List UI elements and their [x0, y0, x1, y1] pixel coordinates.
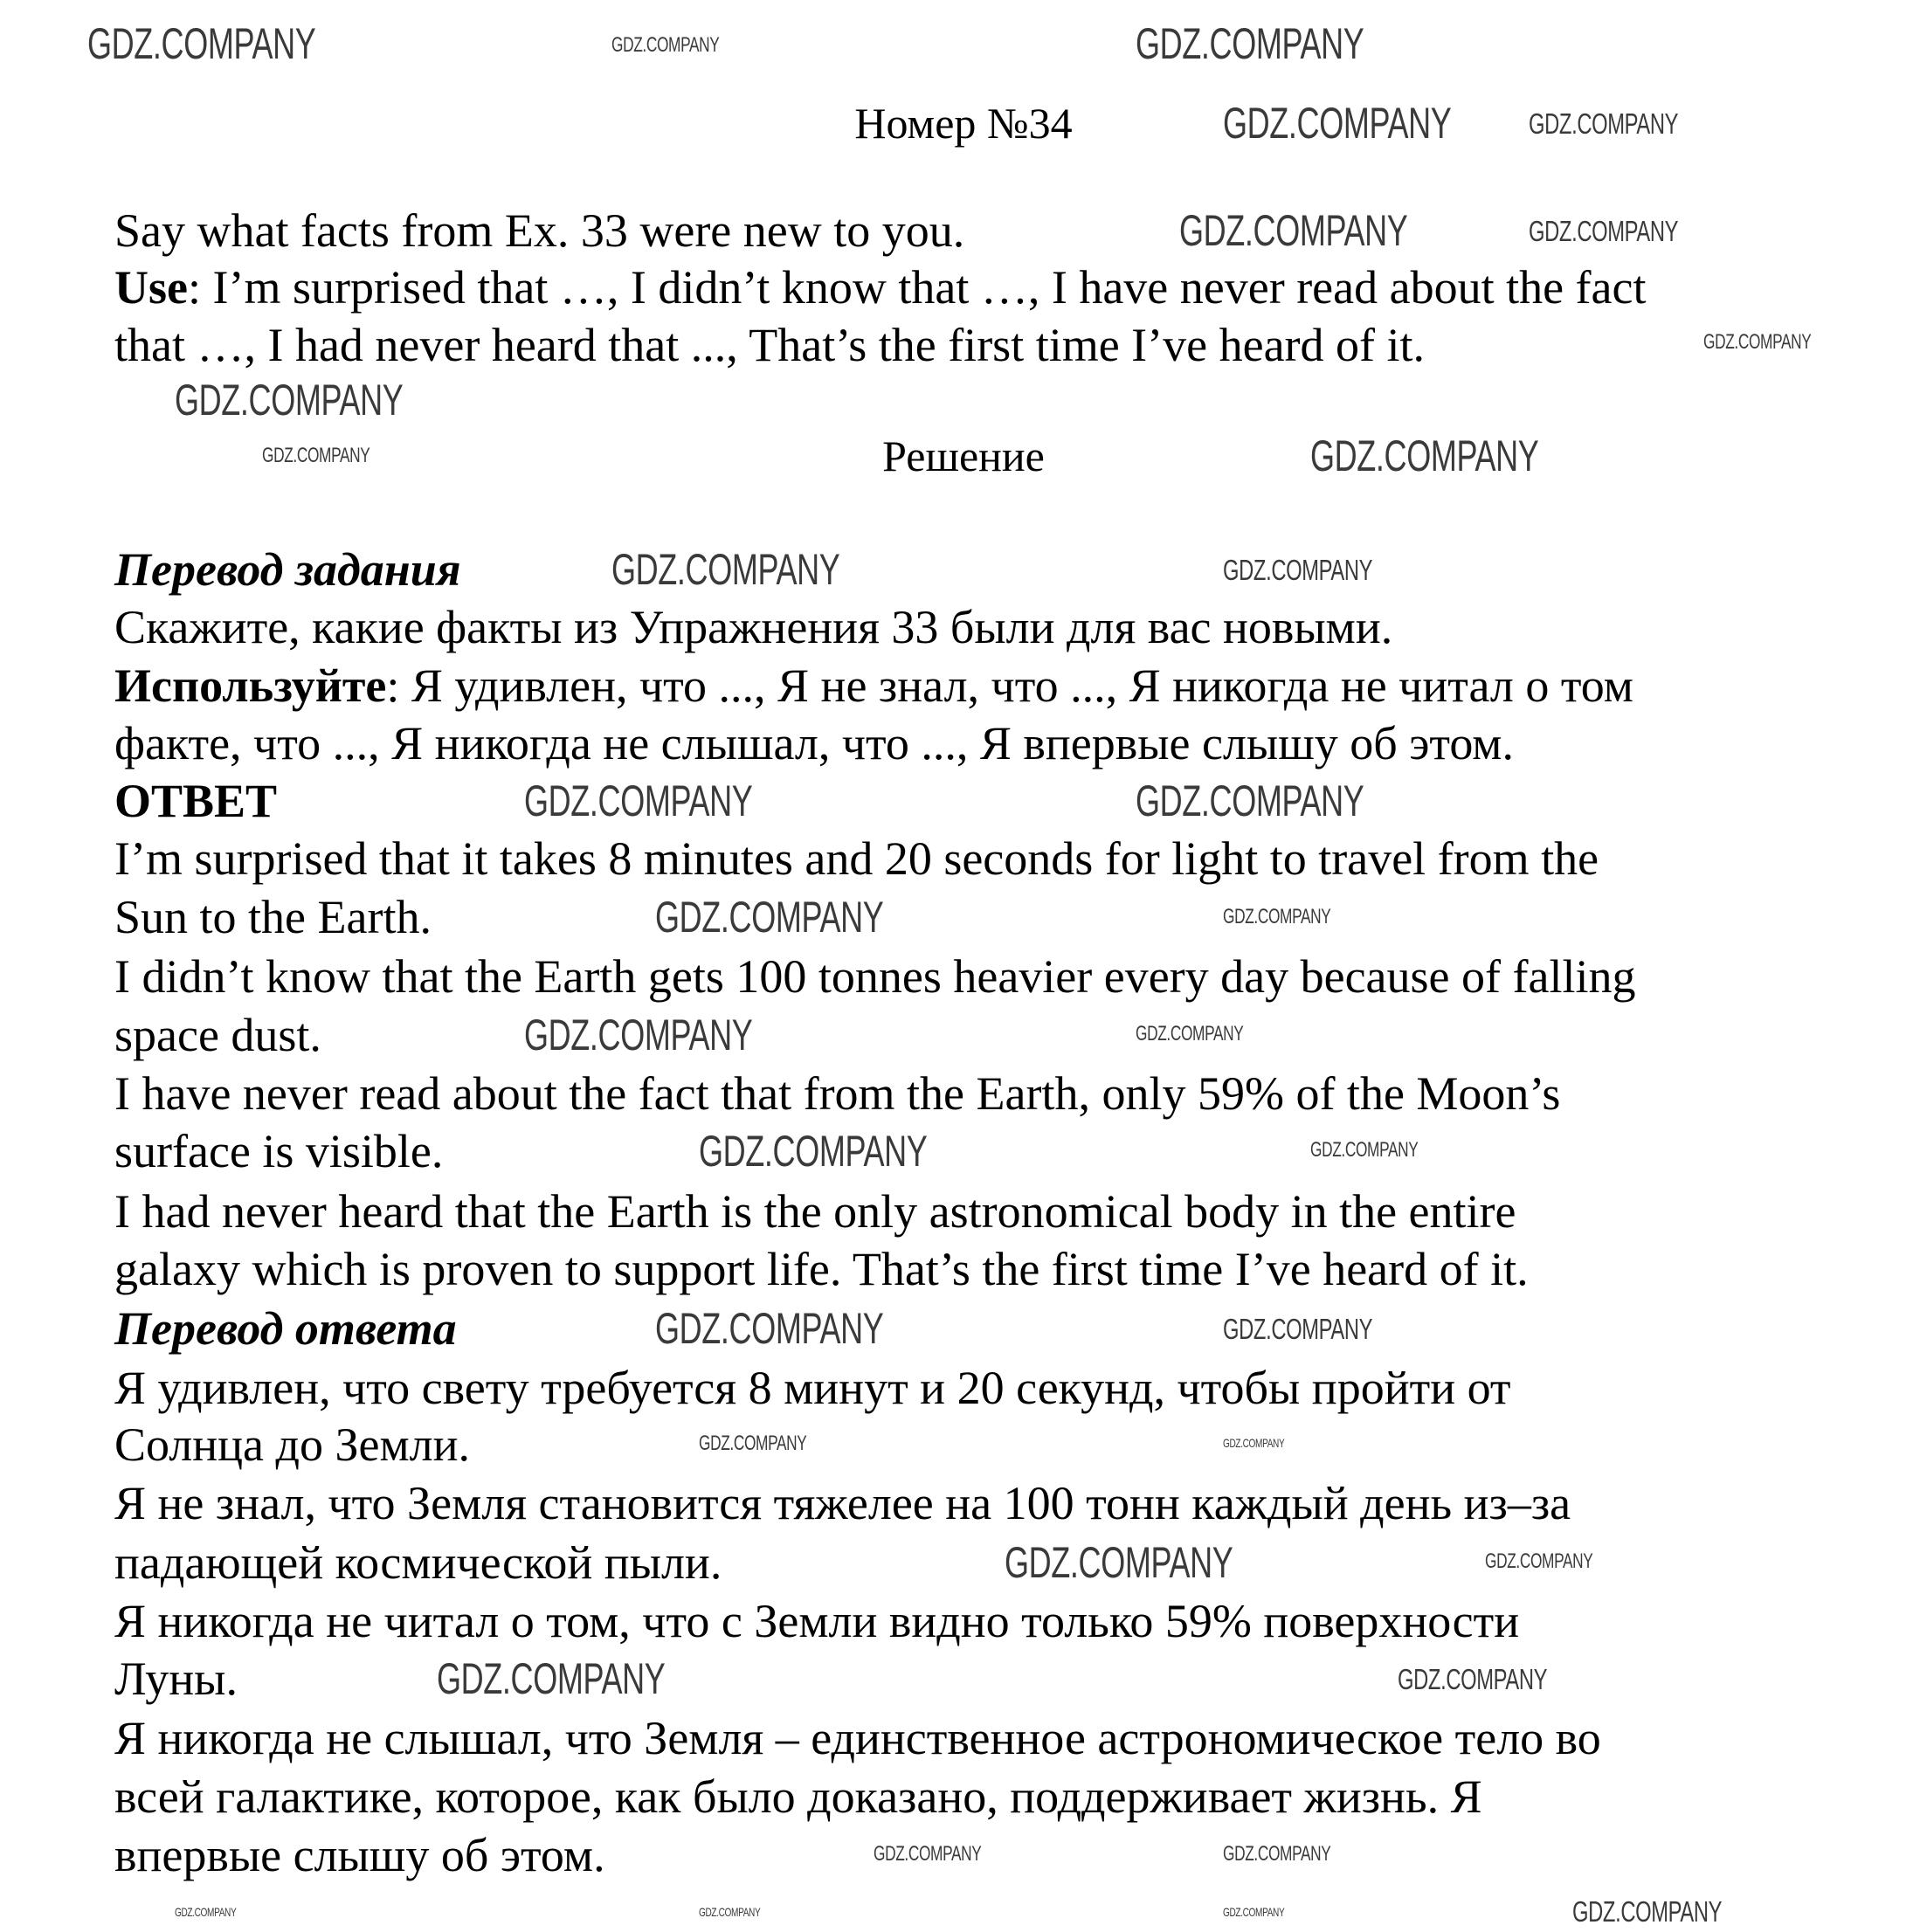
watermark: GDZ.COMPANY: [1223, 1436, 1285, 1450]
watermark: GDZ.COMPANY: [655, 893, 884, 942]
watermark: GDZ.COMPANY: [611, 545, 840, 594]
solution-heading: Решение: [882, 431, 1045, 480]
watermark: GDZ.COMPANY: [175, 376, 404, 424]
watermark: GDZ.COMPANY: [1529, 107, 1679, 140]
answer-translation-line: Я не знал, что Земля становится тяжелее на 100 тонн каждый день из–за: [114, 1477, 1571, 1529]
watermark: GDZ.COMPANY: [699, 1127, 928, 1176]
watermark: GDZ.COMPANY: [1703, 330, 1812, 354]
watermark: GDZ.COMPANY: [1529, 215, 1679, 247]
watermark: GDZ.COMPANY: [1136, 776, 1364, 825]
watermark: GDZ.COMPANY: [611, 33, 720, 57]
watermark: GDZ.COMPANY: [1223, 1313, 1373, 1345]
watermark: GDZ.COMPANY: [1223, 554, 1373, 586]
watermark: GDZ.COMPANY: [1223, 1842, 1331, 1866]
answer-line: space dust.: [114, 1009, 321, 1061]
answer-line: Sun to the Earth.: [114, 891, 432, 943]
use-label-ru: Используйте: [114, 659, 387, 712]
watermark: GDZ.COMPANY: [1223, 905, 1331, 928]
watermark: GDZ.COMPANY: [699, 1432, 807, 1455]
answer-translation-line: всей галактике, которое, как было доказано, поддерживает жизнь. Я: [114, 1770, 1482, 1823]
answer-translation-line: падающей космической пыли.: [114, 1536, 722, 1589]
watermark: GDZ.COMPANY: [524, 1011, 753, 1059]
answer-line: surface is visible.: [114, 1125, 444, 1177]
answer-translation-line: впервые слышу об этом.: [114, 1829, 605, 1881]
answer-translation-line: Луны.: [114, 1653, 238, 1705]
watermark: GDZ.COMPANY: [1179, 206, 1408, 255]
watermark: GDZ.COMPANY: [1398, 1663, 1548, 1695]
answer-translation-line: Солнца до Земли.: [114, 1418, 471, 1471]
answer-line: I didn’t know that the Earth gets 100 tonnes heavier every day because of falling: [114, 950, 1636, 1003]
watermark: GDZ.COMPANY: [1136, 1022, 1244, 1045]
answer-line: galaxy which is proven to support life. That’s the first time I’ve heard of it.: [114, 1243, 1529, 1295]
watermark: GDZ.COMPANY: [699, 1905, 761, 1919]
answer-line: I’m surprised that it takes 8 minutes and 20 seconds for light to travel from the: [114, 832, 1599, 885]
watermark: GDZ.COMPANY: [1485, 1549, 1593, 1573]
task-translation-line-2: [114, 657, 1633, 714]
task-line-3: that …, I had never heard that ..., That’s the first time I’ve heard of it.: [114, 319, 1426, 371]
answer-translation-line: Я никогда не читал о том, что с Земли видно только 59% поверхности: [114, 1595, 1520, 1647]
task-translation-line-1: Скажите, какие факты из Упражнения 33 были для вас новыми.: [114, 601, 1393, 653]
task-line-1: Say what facts from Ex. 33 were new to you.: [114, 204, 965, 257]
watermark: GDZ.COMPANY: [1223, 99, 1452, 148]
watermark: GDZ.COMPANY: [1223, 1905, 1285, 1919]
answer-translation-heading: Перевод ответа: [114, 1302, 457, 1355]
page-title: Номер №34: [854, 99, 1073, 148]
watermark: GDZ.COMPANY: [524, 776, 753, 825]
use-label: Use: [114, 261, 188, 314]
watermark: GDZ.COMPANY: [655, 1304, 884, 1353]
answer-line: I had never heard that the Earth is the only astronomical body in the entire: [114, 1185, 1516, 1238]
answer-heading: ОТВЕТ: [114, 775, 278, 827]
watermark: GDZ.COMPANY: [1310, 431, 1539, 480]
answer-translation-line: Я удивлен, что свету требуется 8 минут и 20 секунд, чтобы пройти от: [114, 1362, 1511, 1414]
answer-line: I have never read about the fact that from the Earth, only 59% of the Moon’s: [114, 1067, 1561, 1120]
answer-translation-line: Я никогда не слышал, что Земля – единственное астрономическое тело во: [114, 1712, 1601, 1764]
watermark: GDZ.COMPANY: [175, 1905, 237, 1919]
watermark: GDZ.COMPANY: [1572, 1895, 1723, 1928]
watermark: GDZ.COMPANY: [874, 1842, 982, 1866]
watermark: GDZ.COMPANY: [262, 444, 370, 467]
watermark: GDZ.COMPANY: [1136, 19, 1364, 68]
watermark: GDZ.COMPANY: [1310, 1138, 1419, 1162]
watermark: GDZ.COMPANY: [87, 19, 316, 68]
task-translation-line-3: факте, что ..., Я никогда не слышал, что ..., Я впервые слышу об этом.: [114, 717, 1514, 769]
watermark: GDZ.COMPANY: [437, 1654, 666, 1703]
task-line-2-text: : I’m surprised that …, I didn’t know that …, I have never read about the fact: [187, 261, 1647, 314]
task-translation-line-2-text: : Я удивлен, что ..., Я не знал, что ..., Я никогда не читал о том: [386, 659, 1633, 712]
watermark: GDZ.COMPANY: [1005, 1538, 1233, 1587]
task-line-2: [114, 259, 1646, 316]
task-translation-heading: Перевод задания: [114, 543, 461, 596]
